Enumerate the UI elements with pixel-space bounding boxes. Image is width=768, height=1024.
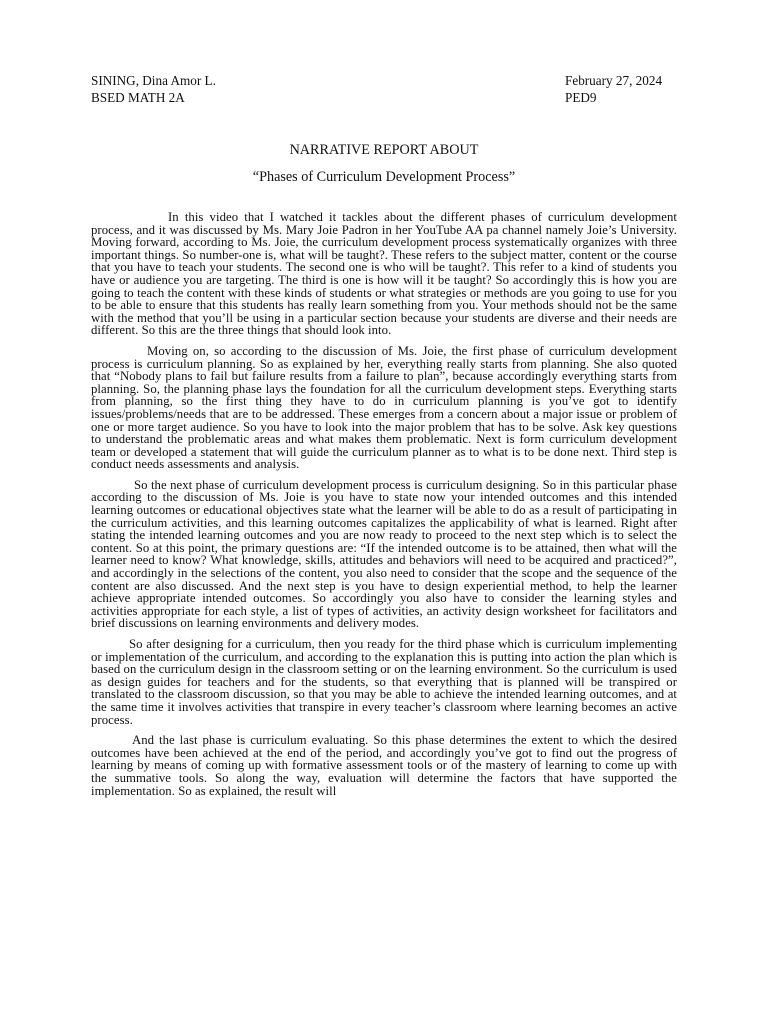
- header-right: [565, 72, 677, 106]
- subject-code: PED9: [565, 90, 597, 105]
- paragraph-designing: So the next phase of curriculum development process is curriculum designing. So in this particular phase according to the discussion of Ms. Joie is you have to state now your intended outcomes and this intended learning outcomes or educational objectives state what the learner will be able to do as a result of participating in the curriculum activities, and this learning outcomes capitalizes the applicability of what is learned. Right after stating the intended learning outcomes and you are now ready to proceed to the next step which is to select the content. So at this point, the primary questions are: “If the intended outcome is to be attained, then what will the learner need to know? What knowledge, skills, attitudes and behaviors will need to be acquired and practiced?”, and accordingly in the selections of the content, you also need to consider that the scope and the sequence of the content are also discussed. And the next step is you have to design experiential method, to help the learner achieve appropriate intended outcomes. So accordingly you also have to consider the learning styles and activities appropriate for each style, a list of types of activities, an activity design worksheet for facilitators and brief discussions on learning environments and delivery modes.: [91, 477, 677, 631]
- report-body: [91, 211, 677, 797]
- student-course: BSED MATH 2A: [91, 90, 185, 105]
- paragraph-intro: In this video that I watched it tackles about the different phases of curriculum development process, and it was discussed by Ms. Mary Joie Padron in her YouTube AA pa channel namely Joie’s University. Moving forward, according to Ms. Joie, the curriculum development process systematically organizes with three important things. So number-one is, what will be taught?. These refers to the subject matter, content or the course that you have to teach your students. The second one is who will be taught?. This refer to a kind of students you have or audience you are targeting. The third is one is how will it be taught? So accordingly this is how you are going to teach the content with these kinds of students or what strategies or methods are you going to use for you to be able to ensure that this students has really learn something from you. Your methods should not be the same with the method that you’ll be using in a particular section because your students are diverse and their needs are different. So this are the three things that should look into.: [91, 210, 677, 338]
- report-subtitle: “Phases of Curriculum Development Process”: [252, 169, 516, 185]
- document-header: [91, 72, 677, 106]
- report-date: February 27, 2024: [565, 73, 663, 88]
- paragraph-planning: Moving on, so according to the discussion of Ms. Joie, the first phase of curriculum development process is curriculum planning. So as explained by her, everything really starts from planning. She also quoted that “Nobody plans to fail but failure results from a failure to plan”, because accordingly everything starts from planning. So, the planning phase lays the foundation for all the curriculum development steps. Everything starts from planning, so the first thing they have to do in curriculum planning is you’ve got to identify issues/problems/needs that are to be addressed. These emerges from a concern about a major issue or problem of one or more target audience. So you have to look into the major problem that has to be solve. Ask key questions to understand the problematic areas and what makes them problematic. Next is form curriculum development team or developed a statement that will guide the curriculum planner as to what is to be done next. Third step is conduct needs assessments and analysis.: [91, 343, 677, 472]
- header-left: [91, 72, 216, 106]
- paragraph-evaluating: And the last phase is curriculum evaluating. So this phase determines the extent to which the desired outcomes have been achieved at the end of the period, and accordingly you’ve got to find out the progress of learning by means of coming up with formative assessment tools or of the mastery of learning to come up with the summative tools. So along the way, evaluation will determine the factors that have supported the implementation. So as explained, the result will: [91, 733, 677, 798]
- report-title: NARRATIVE REPORT ABOUT: [289, 142, 479, 158]
- student-name: SINING, Dina Amor L.: [91, 73, 216, 88]
- document-page: [91, 72, 677, 805]
- paragraph-implementing: So after designing for a curriculum, then you ready for the third phase which is curriculum implementing or implementation of the curriculum, and according to the explanation this is putting into action the plan which is based on the curriculum design in the classroom setting or on the learning environment. So the curriculum is used as design guides for teachers and for the students, so that everything that is planned will be transpired or translated to the classroom discussion, so that you may be able to achieve the intended learning outcomes, and at the same time it involves activities that transpire in every teacher’s classroom where learning becomes an active process.: [91, 637, 677, 727]
